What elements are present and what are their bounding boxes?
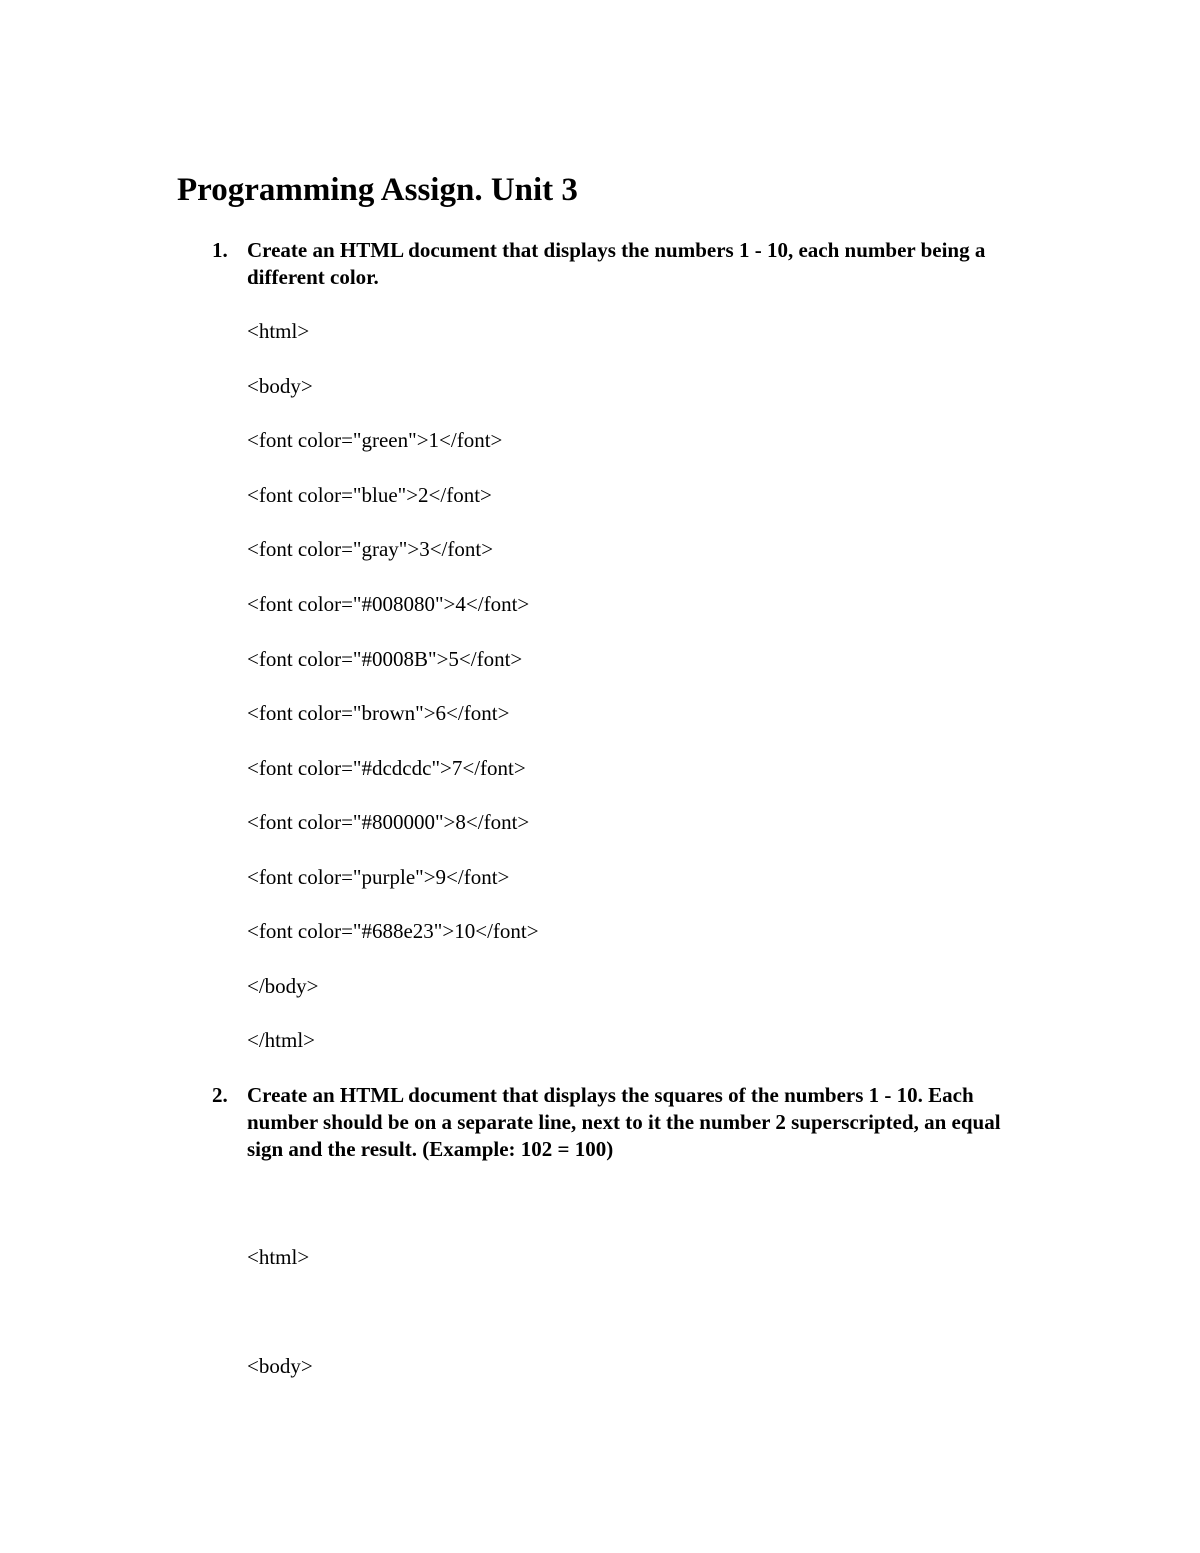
question-1-number: 1. xyxy=(212,238,228,262)
question-2-number: 2. xyxy=(212,1083,228,1107)
q1-code-line-1: <html> xyxy=(247,319,310,343)
q1-code-line-5: <font color="gray">3</font> xyxy=(247,537,494,561)
q1-code-line-3: <font color="green">1</font> xyxy=(247,428,503,452)
q1-code-line-14: </html> xyxy=(247,1028,316,1052)
question-1-text: Create an HTML document that displays the numbers 1 - 10, each number being a different color. xyxy=(247,238,986,289)
page-title: Programming Assign. Unit 3 xyxy=(177,172,578,208)
q1-code-line-8: <font color="brown">6</font> xyxy=(247,701,510,725)
q1-code-line-11: <font color="purple">9</font> xyxy=(247,865,510,889)
q1-code-line-7: <font color="#0008B">5</font> xyxy=(247,647,523,671)
q2-code-line-1: <html> xyxy=(247,1245,310,1269)
q1-code-line-6: <font color="#008080">4</font> xyxy=(247,592,530,616)
q1-code-line-9: <font color="#dcdcdc">7</font> xyxy=(247,756,526,780)
q1-code-line-13: </body> xyxy=(247,974,319,998)
q1-code-line-12: <font color="#688e23">10</font> xyxy=(247,919,539,943)
q1-code-line-2: <body> xyxy=(247,374,313,398)
q2-code-line-2: <body> xyxy=(247,1354,313,1378)
q1-code-line-10: <font color="#800000">8</font> xyxy=(247,810,530,834)
q1-code-line-4: <font color="blue">2</font> xyxy=(247,483,492,507)
question-2-text: Create an HTML document that displays the squares of the numbers 1 - 10. Each number should be on a separate line, next to it the number 2 superscripted, an equal sign and the result. (Example: 102 = 100) xyxy=(247,1083,1001,1161)
